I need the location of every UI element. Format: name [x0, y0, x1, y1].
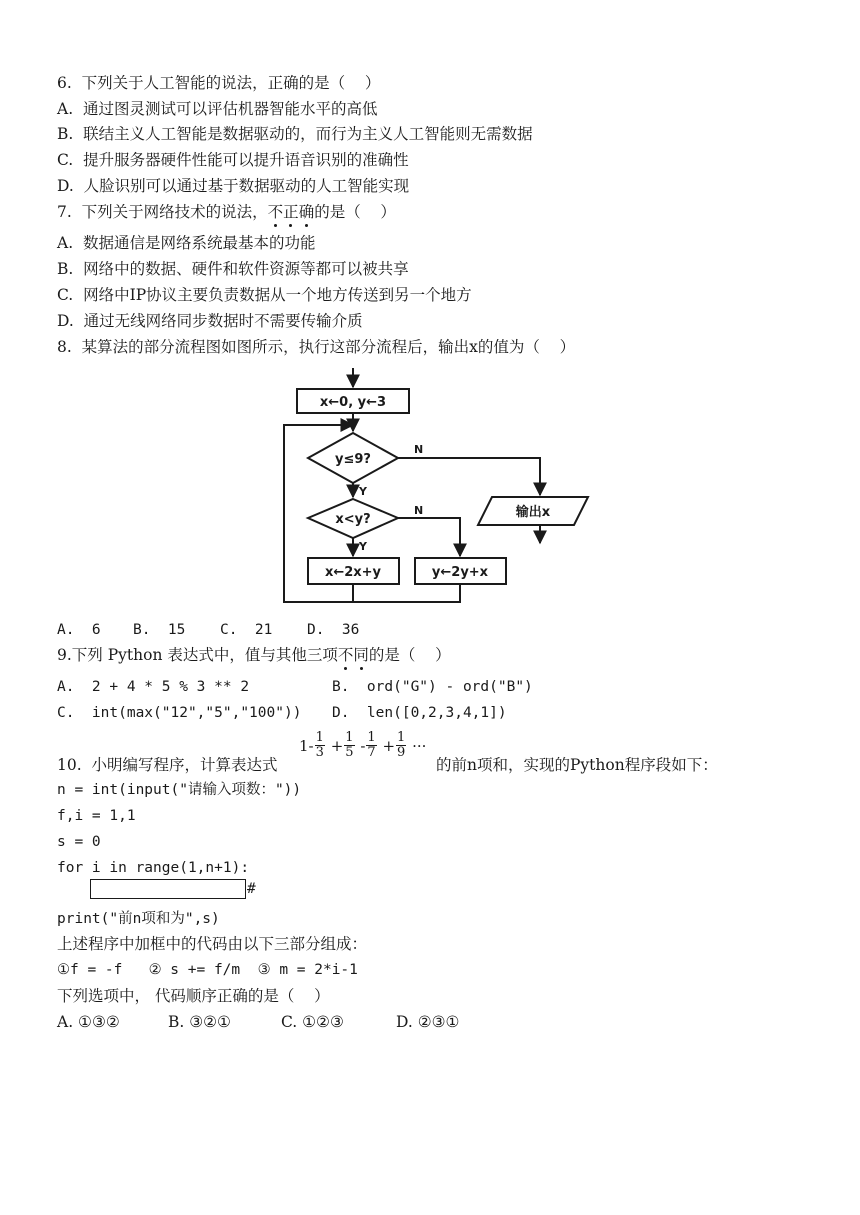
- q7-stem-post: 的是（ ）: [314, 203, 396, 221]
- q7-emph-char: 不: [267, 203, 284, 221]
- q9-stem: [57, 645, 451, 665]
- q9-option-c: C. int(max("12","5","100")): [57, 705, 302, 721]
- q10-code-print: print("前n项和为",s): [57, 911, 220, 927]
- q10-code-line: n = int(input("请输入项数：")): [57, 782, 302, 798]
- q8-stem: 8. 某算法的部分流程图如图所示，执行这部分流程后，输出x的值为（ ）: [57, 338, 576, 356]
- q10-option-a: A. ①③②: [57, 1013, 120, 1031]
- q10-code-line: f,i = 1,1: [57, 808, 136, 824]
- q7-option-c: C. 网络中IP协议主要负责数据从一个地方传送到另一个地方: [57, 286, 472, 304]
- q10-code-line: for i in range(1,n+1):: [57, 860, 250, 876]
- q7-option-d: D. 通过无线网络同步数据时不需要传输介质: [57, 312, 363, 330]
- q9-emph-char: 同: [353, 646, 369, 664]
- q8-option-a: A. 6: [57, 622, 101, 638]
- q10-box-comment: #: [247, 881, 256, 897]
- flow-label-y1: Y: [359, 485, 367, 498]
- flow-output-text: 输出x: [515, 505, 551, 520]
- q10-ask: 下列选项中， 代码顺序正确的是（ ）: [57, 987, 330, 1005]
- q6-option-d: D. 人脸识别可以通过基于数据驱动的人工智能实现: [57, 177, 410, 195]
- q8-option-d: D. 36: [307, 622, 360, 638]
- expr-fraction: $\frac{1}{3}$: [315, 730, 324, 760]
- flow-label-n2: N: [414, 504, 424, 517]
- flow-label-n1: N: [414, 443, 424, 456]
- flowchart: [270, 365, 610, 610]
- q9-option-b: B. ord("G") - ord("B"): [332, 679, 533, 695]
- flow-init-text: x←0, y←3: [319, 395, 387, 410]
- q9-stem-pre: 9.下列 Python 表达式中，值与其他三项: [57, 646, 338, 664]
- q10-expression: 1- $\frac{1}{3}$ + $\frac{1}{5}$ - $\frac{1}{7}$ + $\frac{1}{9}$ ···: [299, 730, 427, 760]
- q7-option-b: B. 网络中的数据、硬件和软件资源等都可以被共享: [57, 260, 409, 278]
- flow-cond2-text: x<y?: [335, 512, 371, 527]
- expr-tail: ···: [412, 736, 427, 755]
- expr-fraction: $\frac{1}{5}$: [345, 730, 354, 760]
- q6-option-c: C. 提升服务器硬件性能可以提升语音识别的准确性: [57, 151, 409, 169]
- q7-emph-char: 正: [283, 203, 299, 221]
- q10-code-box: [90, 879, 246, 899]
- q10-option-b: B. ③②①: [168, 1013, 231, 1031]
- flow-proc-yes-text: x←2x+y: [324, 565, 382, 580]
- expr-fraction: $\frac{1}{9}$: [397, 730, 406, 760]
- flow-proc-no-text: y←2y+x: [431, 565, 489, 580]
- q6-option-a: A. 通过图灵测试可以评估机器智能水平的高低: [57, 100, 378, 118]
- expr-lead: 1-: [299, 736, 314, 755]
- q10-desc: 上述程序中加框中的代码由以下三部分组成：: [57, 935, 368, 953]
- q6-stem: 6. 下列关于人工智能的说法，正确的是（ ）: [57, 74, 381, 92]
- q8-option-b: B. 15: [133, 622, 186, 638]
- q10-stem-pre: 10. 小明编写程序，计算表达式: [57, 756, 278, 774]
- q10-parts: ①f = -f ② s += f/m ③ m = 2*i-1: [57, 962, 358, 978]
- expr-fraction: $\frac{1}{7}$: [367, 730, 376, 760]
- q7-emph-char: 确: [298, 203, 315, 221]
- q9-stem-post: 的是（ ）: [368, 646, 451, 664]
- q8-option-c: C. 21: [220, 622, 273, 638]
- q10-code-line: s = 0: [57, 834, 101, 850]
- q9-option-d: D. len([0,2,3,4,1]): [332, 705, 507, 721]
- q7-stem: [57, 202, 396, 222]
- q9-option-a: A. 2 + 4 * 5 % 3 ** 2: [57, 679, 250, 695]
- q10-option-d: D. ②③①: [396, 1013, 460, 1031]
- q7-option-a: A. 数据通信是网络系统最基本的功能: [57, 234, 316, 252]
- q10-stem-post: 的前n项和，实现的Python程序段如下：: [436, 756, 718, 774]
- flow-label-y2: Y: [359, 540, 367, 553]
- q7-stem-pre: 7. 下列关于网络技术的说法，: [57, 203, 268, 221]
- q9-emph-char: 不: [337, 646, 354, 664]
- flow-cond1-text: y≤9?: [335, 452, 371, 467]
- q6-option-b: B. 联结主义人工智能是数据驱动的，而行为主义人工智能则无需数据: [57, 125, 533, 143]
- q10-option-c: C. ①②③: [281, 1013, 344, 1031]
